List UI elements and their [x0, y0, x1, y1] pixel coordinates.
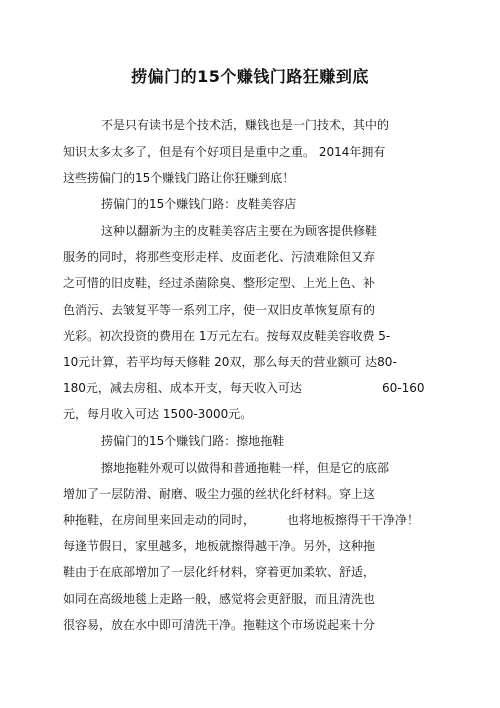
paragraph-line: 10元计算，若平均每天修鞋 20双，那么每天的营业额可 达80-	[63, 355, 397, 369]
paragraph-line: 元，每月收入可达 1500-3000元。	[63, 407, 253, 421]
paragraph-line: 光彩。初次投资的费用在 1万元左右。按每双皮鞋美容收费 5-	[63, 329, 391, 343]
document-title: 捞偏门的15个赚钱门路狂赚到底	[131, 67, 369, 86]
paragraph-line: 之可惜的旧皮鞋，经过杀菌除臭、整形定型、上光上色、补	[63, 276, 376, 290]
paragraph-line: 擦地拖鞋外观可以做得和普通拖鞋一样，但是它的底部	[101, 461, 390, 475]
paragraph-line-tail: 也将地板擦得干干净净！	[287, 513, 420, 527]
paragraph-line: 不是只有读书是个技术活，赚钱也是一门技术，其中的	[101, 118, 390, 132]
paragraph-line: 知识太多太多了，但是有个好项目是重中之重。 2014年拥有	[63, 145, 386, 159]
paragraph-line: 每逢节假日，家里越多，地板就擦得越干净。另外，这种拖	[63, 539, 376, 553]
paragraph-line: 色消污、去皱复平等一系列工序，使一双旧皮革恢复原有的	[63, 303, 376, 317]
paragraph-line: 增加了一层防滑、耐磨、吸尘力强的丝状化纤材料。穿上这	[63, 487, 376, 501]
paragraph-line: 如同在高级地毯上走路一般，感觉将会更舒服，而且清洗也	[63, 592, 376, 606]
paragraph-line: 服务的同时，将那些变形走样、皮面老化、污渍难除但又弃	[63, 250, 376, 264]
paragraph-line: 这些捞偏门的15个赚钱门路让你狂赚到底！	[63, 171, 295, 185]
section-heading: 捞偏门的15个赚钱门路：皮鞋美容店	[101, 197, 297, 211]
paragraph-line: 很容易，放在水中即可清洗干净。拖鞋这个市场说起来十分	[63, 618, 376, 632]
paragraph-line: 180元，减去房租、成本开支，每天收入可达	[63, 381, 302, 395]
paragraph-line: 这种以翻新为主的皮鞋美容店主要在为顾客提供修鞋	[101, 224, 378, 238]
paragraph-line-tail: 60-160	[382, 381, 425, 395]
paragraph-line: 种拖鞋，在房间里来回走动的同时，	[63, 513, 256, 527]
paragraph-line: 鞋由于在底部增加了一层化纤材料，穿着更加柔软、舒适，	[63, 565, 376, 579]
section-heading: 捞偏门的15个赚钱门路：擦地拖鞋	[101, 434, 285, 448]
